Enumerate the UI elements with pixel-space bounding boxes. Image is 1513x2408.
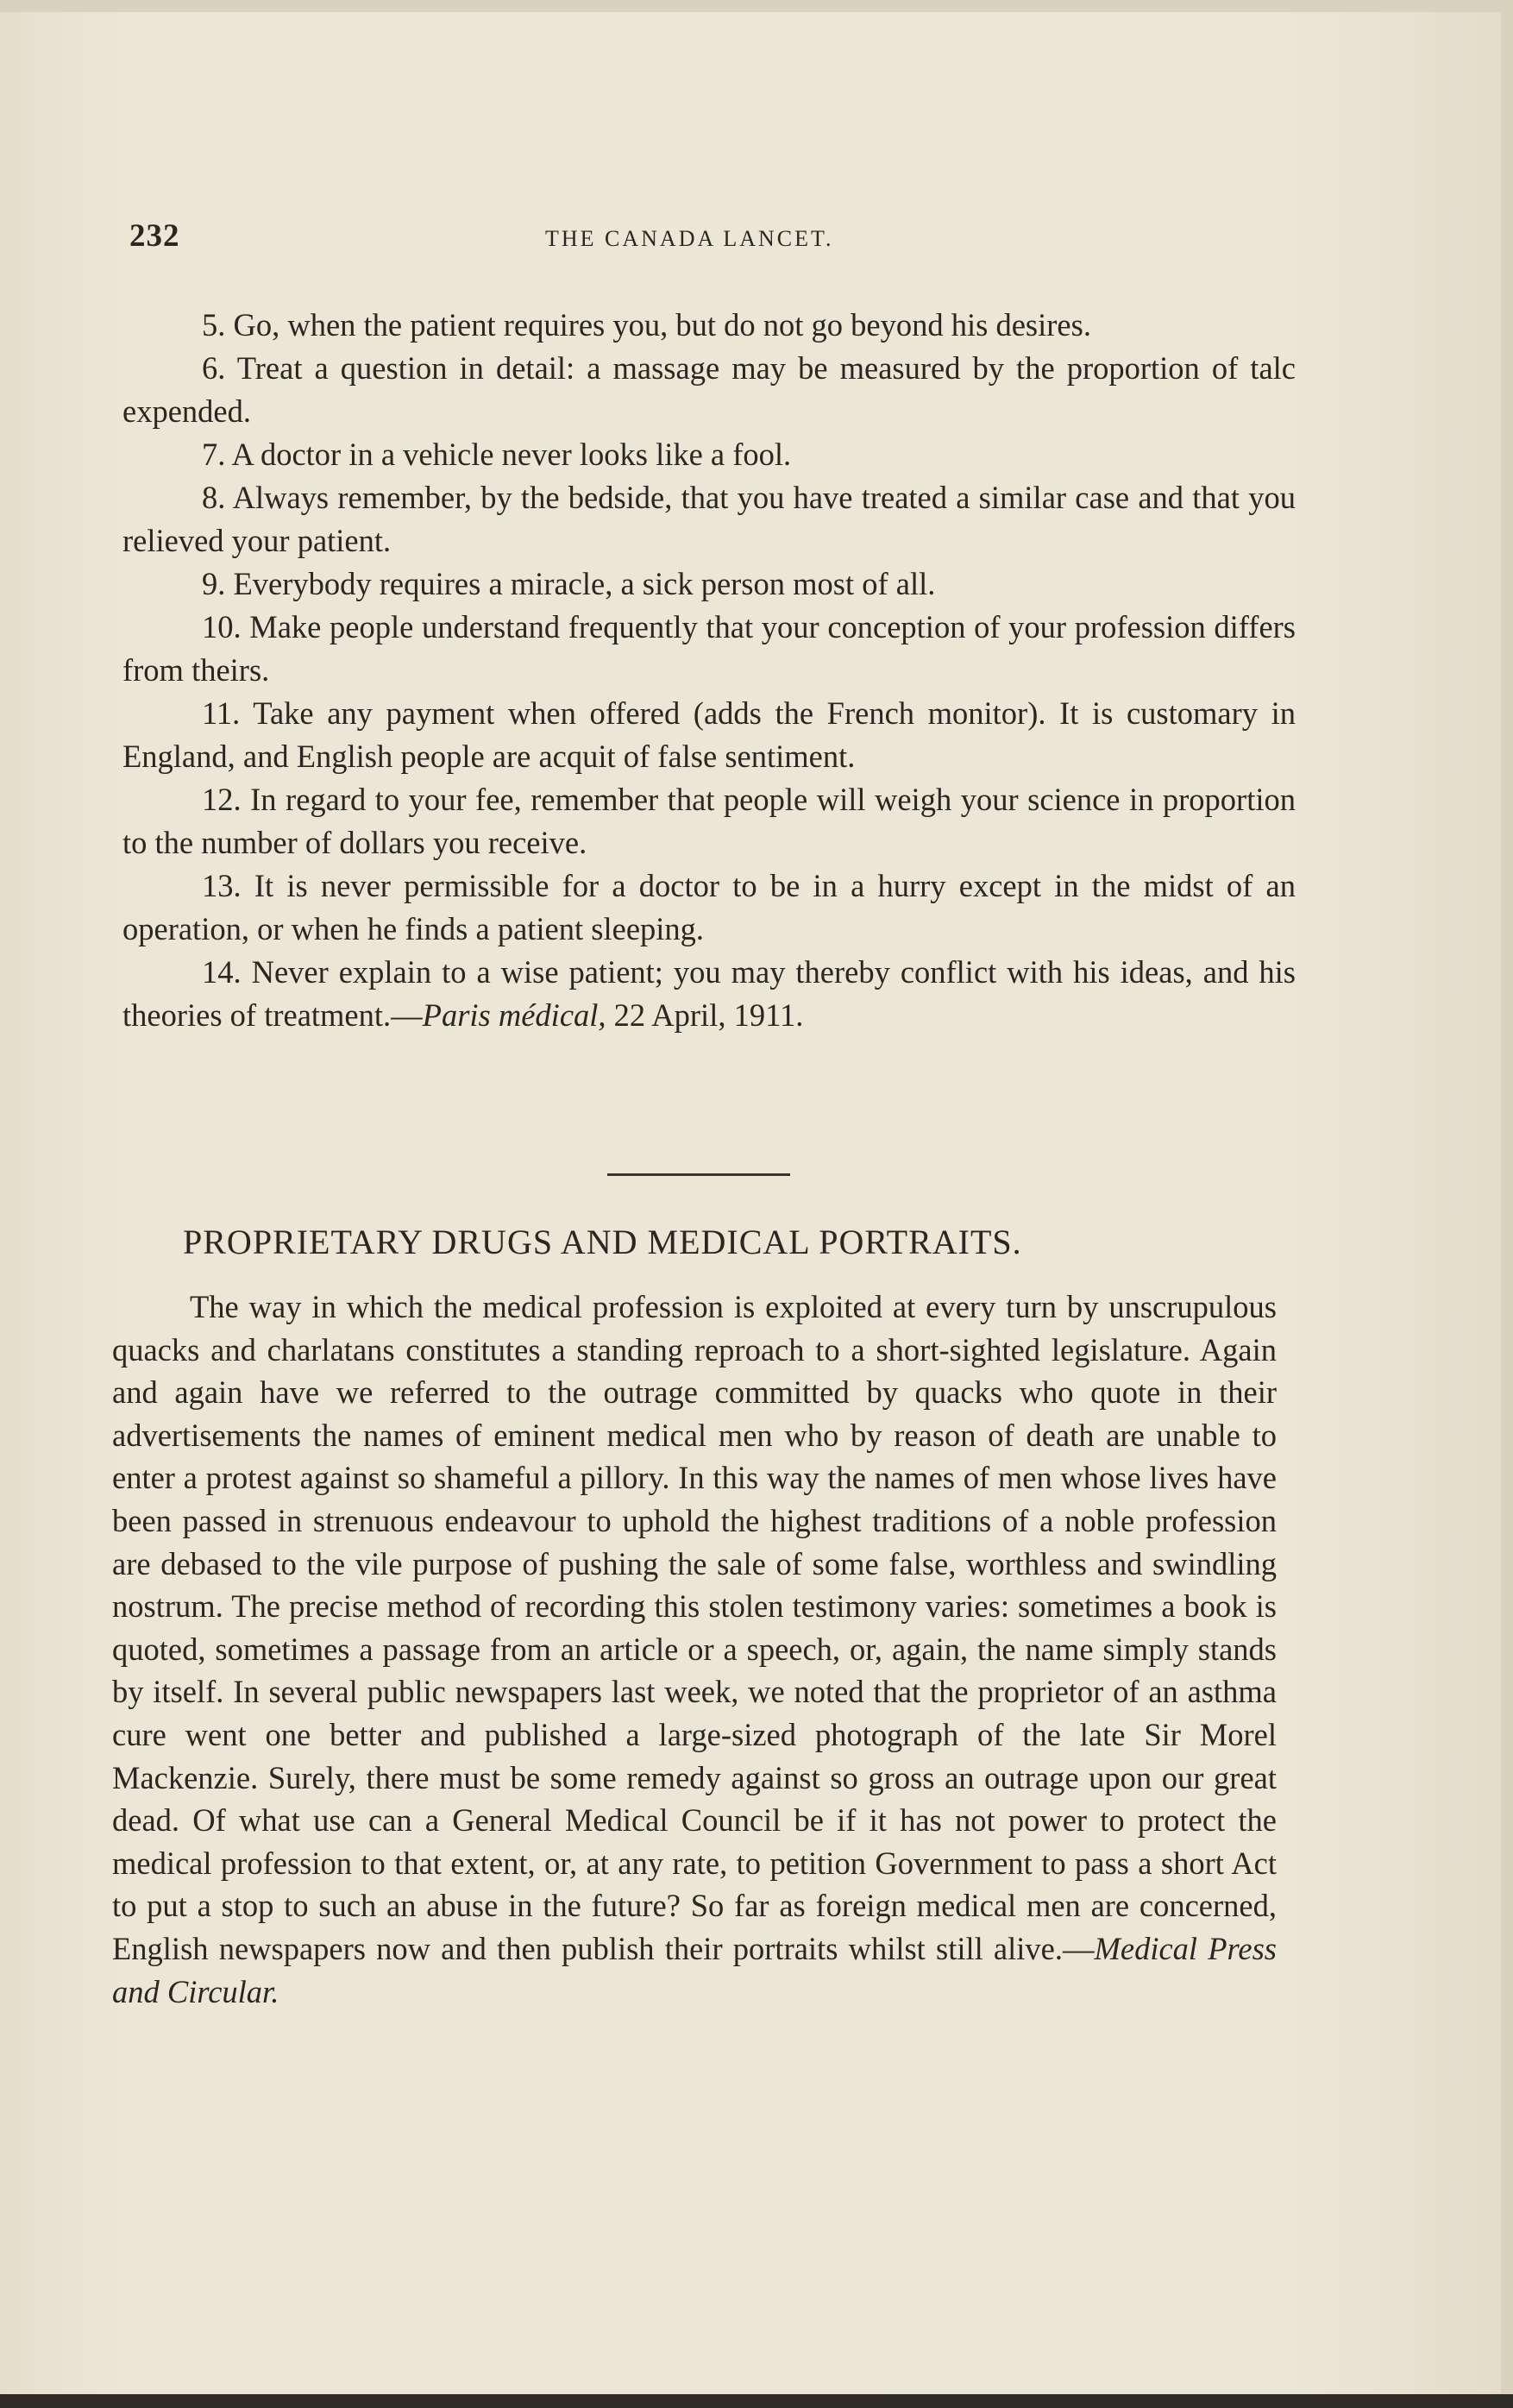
rule-12: 12. In regard to your fee, remember that people will weigh your science in proportion to the number of dollars you receive. [122,782,1296,860]
rule-14-source: Paris médical, [422,997,606,1033]
rule-9: 9. Everybody requires a miracle, a sick person most of all. [202,566,936,601]
rule-14-text: 14. Never explain to a wise patient; you may thereby conflict with his ideas, and his theories of treatment.— [122,954,1296,1033]
rule-14 [122,951,1296,1037]
rule-11: 11. Take any payment when offered (adds the French monitor). It is customary in England, and English people are acquit of false sentiment. [122,695,1296,774]
page-number: 232 [129,218,180,254]
rule-8: 8. Always remember, by the bedside, that you have treated a similar case and that you relieved your patient. [122,480,1296,558]
article-body-text: The way in which the medical profession is exploited at every turn by unscrupulous quacks and charlatans constitutes a standing reproach to a short-sighted legislature. Again and again have we referred to the outrage committed by quacks who quote in their advertisements the names of eminent medical men who by reason of death are unable to enter a protest against so shameful a pillory. In this way the names of men whose lives have been passed in strenuous endeavour to uphold the highest traditions of a noble profession are debased to the vile purpose of pushing the sale of some false, worthless and swindling nostrum. The precise method of recording this stolen testimony varies: sometimes a book is quoted, sometimes a passage from an article or a speech, or, again, the name simply stands by itself. In several public newspapers last week, we noted that the proprietor of an asthma cure went one better and published a large-sized photograph of the late Sir Morel Mackenzie. Surely, there must be some remedy against so gross an outrage upon our great dead. Of what use can a General Medical Council be if it has not power to protect the medical profession to that extent, or, at any rate, to petition Government to pass a short Act to put a stop to such an abuse in the future? So far as foreign medical men are concerned, English newspapers now and then publish their portraits whilst still alive.— [112,1289,1277,1966]
article-source: Medical Press and Circular. [112,1930,1277,2009]
page-right-edge [1501,0,1513,2408]
rules-list [122,304,1296,1037]
page-top-edge [0,0,1513,12]
rule-13: 13. It is never permissible for a doctor to be in a hurry except in the midst of an operation, or when he finds a patient sleeping. [122,868,1296,946]
rule-10: 10. Make people understand frequently that your conception of your profession differs from theirs. [122,609,1296,688]
section-divider [607,1173,790,1176]
journal-title: THE CANADA LANCET. [545,226,834,251]
rule-5: 5. Go, when the patient requires you, but do not go beyond his desires. [202,307,1091,343]
rule-6: 6. Treat a question in detail: a massage may be measured by the proportion of talc expended. [122,350,1296,429]
rule-14-date: 22 April, 1911. [606,997,804,1033]
running-head [129,217,1303,261]
article-body [112,1286,1277,2013]
page-bottom-edge [0,2394,1513,2408]
rule-7: 7. A doctor in a vehicle never looks like a fool. [202,437,792,472]
article-heading: PROPRIETARY DRUGS AND MEDICAL PORTRAITS. [183,1223,1022,1261]
